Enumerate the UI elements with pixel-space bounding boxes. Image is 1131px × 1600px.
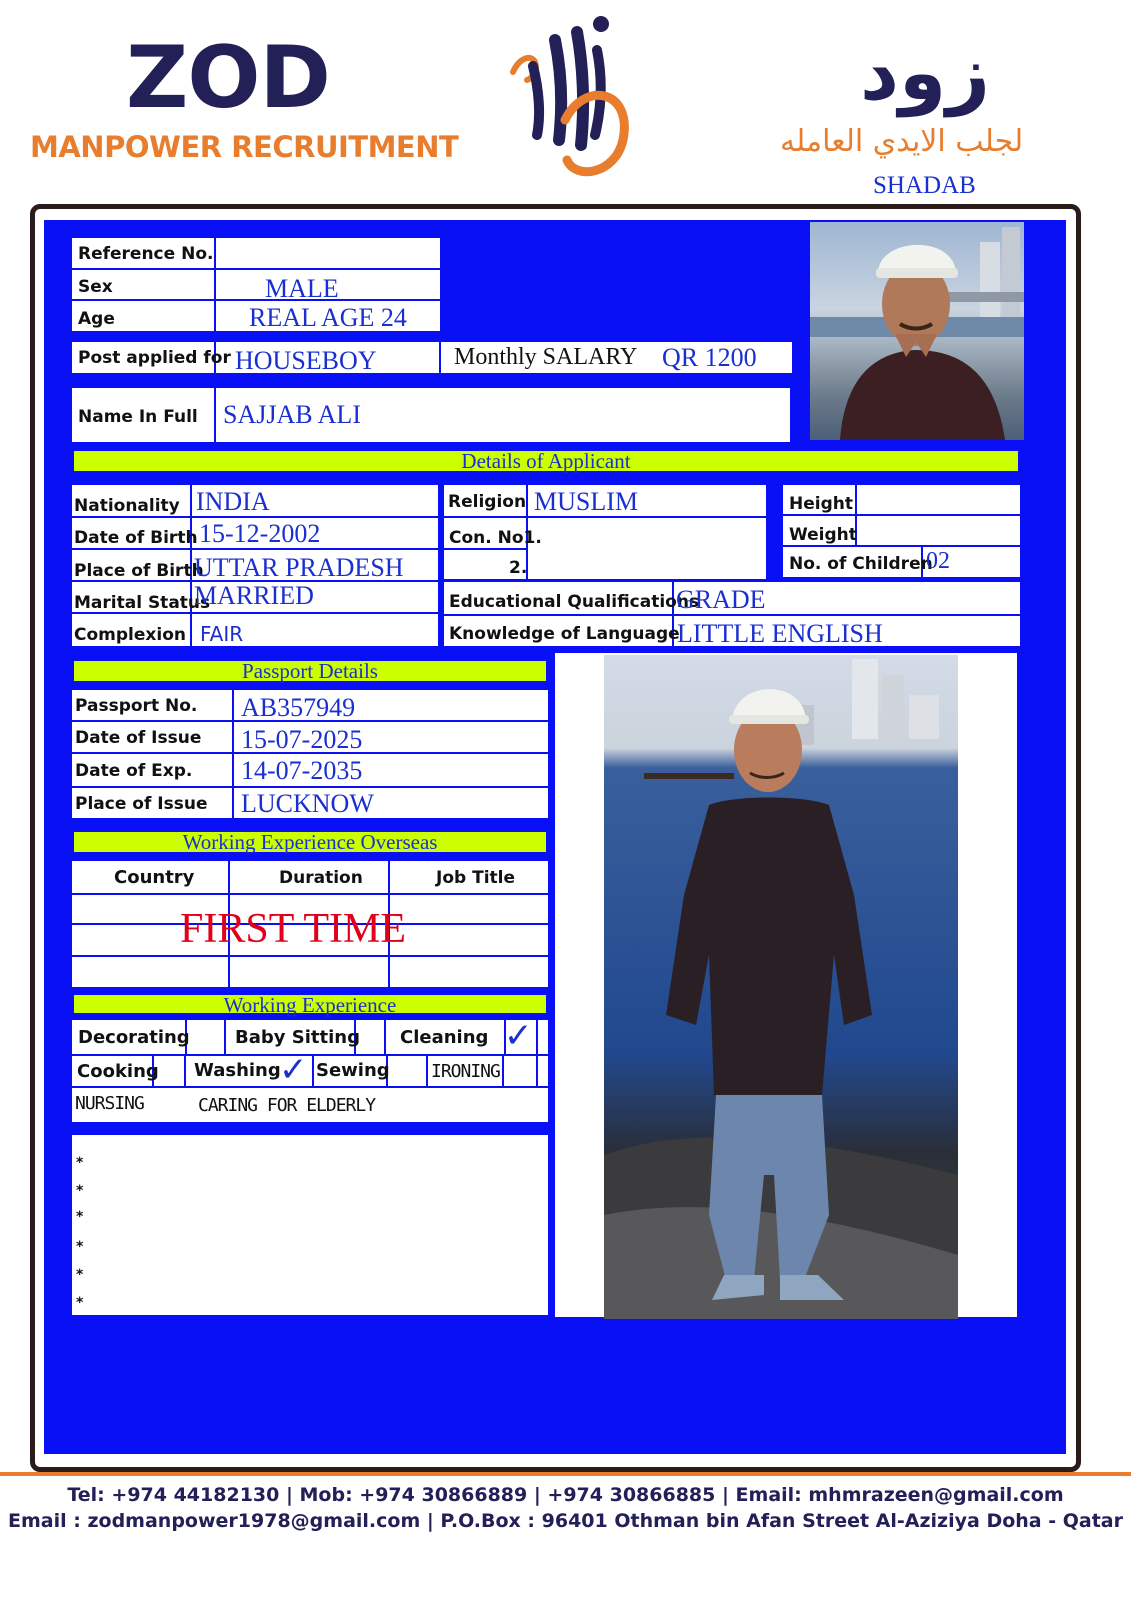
contact-1-label: Con. No1. [449, 528, 542, 548]
salary-value: QR 1200 [662, 343, 757, 372]
applicant-portrait [810, 222, 1024, 440]
applicant-full-photo [604, 655, 958, 1319]
physical-box [783, 485, 1020, 577]
marital-value: MARRIED [194, 581, 314, 610]
age-value: REAL AGE 24 [249, 303, 407, 332]
experience-grid [72, 1016, 548, 1122]
age-label: Age [78, 309, 115, 329]
footer-contact-line: Tel: +974 44182130 | Mob: +974 30866889 | +974 30866885 | Email: mhmrazeen@gmail.com [67, 1484, 1064, 1506]
skill-decorating: Decorating [78, 1027, 190, 1048]
salary-label: Monthly SALARY [454, 344, 638, 370]
contact-2-label: 2. [509, 558, 528, 578]
skill-nursing: NURSING [75, 1093, 144, 1114]
dob-value: 15-12-2002 [199, 519, 321, 548]
issue-date-value: 15-07-2025 [241, 725, 363, 754]
sex-label: Sex [78, 277, 113, 297]
marital-label: Marital Status [74, 593, 211, 613]
note-bullet: * [76, 1267, 84, 1283]
skill-sewing: Sewing [316, 1060, 390, 1081]
passport-no-label: Passport No. [75, 696, 198, 716]
note-bullet: * [76, 1295, 84, 1311]
footer-address-line: Email : zodmanpower1978@gmail.com | P.O.Box : 96401 Othman bin Afan Street Al-Aziziya Doha - Qatar [8, 1510, 1123, 1532]
skill-ironing: IRONING [431, 1061, 500, 1082]
passport-heading: Passport Details [72, 659, 548, 683]
skill-cleaning: Cleaning [400, 1027, 489, 1048]
complexion-value: FAIR [200, 622, 244, 646]
height-label: Height [789, 494, 853, 514]
nationality-value: INDIA [196, 487, 270, 516]
pob-value: UTTAR PRADESH [194, 553, 404, 582]
reference-label: Reference No. [78, 244, 214, 264]
agent-name: SHADAB [873, 172, 976, 199]
expiry-date-value: 14-07-2035 [241, 756, 363, 785]
children-value: 02 [926, 548, 950, 574]
skill-washing: Washing [194, 1060, 281, 1081]
overseas-heading: Working Experience Overseas [72, 830, 548, 854]
personal-details [72, 485, 438, 646]
first-time-note: FIRST TIME [180, 906, 406, 952]
pob-label: Place of Birth [74, 561, 204, 581]
children-label: No. of Children [789, 554, 933, 574]
skill-cooking: Cooking [77, 1061, 159, 1082]
overseas-table [72, 861, 548, 987]
language-label: Knowledge of Language [449, 624, 680, 644]
arabic-tagline: لجلب الايدي العامله [780, 124, 1024, 159]
education-box [444, 582, 1020, 646]
notes-box [72, 1135, 548, 1315]
complexion-label: Complexion [74, 625, 186, 645]
arabic-brand: زود [860, 28, 990, 117]
name-value: SAJJAB ALI [223, 400, 361, 429]
footer-divider [0, 1472, 1131, 1476]
brand-logo-text: ZOD [126, 28, 330, 128]
education-label: Educational Qualifications [449, 592, 700, 612]
note-bullet: * [76, 1155, 84, 1171]
details-heading: Details of Applicant [72, 449, 1020, 473]
post-value: HOUSEBOY [235, 346, 377, 375]
weight-label: Weight [789, 525, 857, 545]
note-bullet: * [76, 1209, 84, 1225]
issue-date-label: Date of Issue [75, 728, 202, 748]
passport-details [72, 690, 548, 818]
note-bullet: * [76, 1183, 84, 1199]
col-job-title: Job Title [436, 868, 515, 888]
religion-value: MUSLIM [534, 487, 639, 516]
expiry-date-label: Date of Exp. [75, 761, 193, 781]
brand-tagline: MANPOWER RECRUITMENT [30, 130, 459, 164]
skill-caring-elderly: CARING FOR ELDERLY [198, 1095, 376, 1116]
name-row [72, 388, 790, 442]
cleaning-check-icon: ✓ [504, 1016, 533, 1056]
name-label: Name In Full [78, 407, 198, 427]
experience-heading: Working Experience [72, 993, 548, 1015]
post-row [72, 342, 792, 373]
skill-baby-sitting: Baby Sitting [235, 1027, 360, 1048]
issue-place-value: LUCKNOW [241, 789, 374, 818]
nationality-label: Nationality [74, 496, 180, 516]
note-bullet: * [76, 1239, 84, 1255]
religion-label: Religion [448, 492, 527, 512]
passport-no-value: AB357949 [241, 693, 356, 722]
language-value: LITTLE ENGLISH [677, 619, 883, 648]
post-label: Post applied for [78, 348, 231, 368]
col-country: Country [114, 867, 195, 888]
sex-value: MALE [265, 274, 339, 303]
washing-check-icon: ✓ [279, 1050, 308, 1090]
issue-place-label: Place of Issue [75, 794, 208, 814]
dob-label: Date of Birth [74, 528, 198, 548]
col-duration: Duration [279, 868, 363, 888]
education-value: GRADE [676, 585, 766, 614]
company-logo-icon [505, 10, 645, 190]
reference-box [72, 238, 440, 331]
religion-box [444, 485, 766, 579]
